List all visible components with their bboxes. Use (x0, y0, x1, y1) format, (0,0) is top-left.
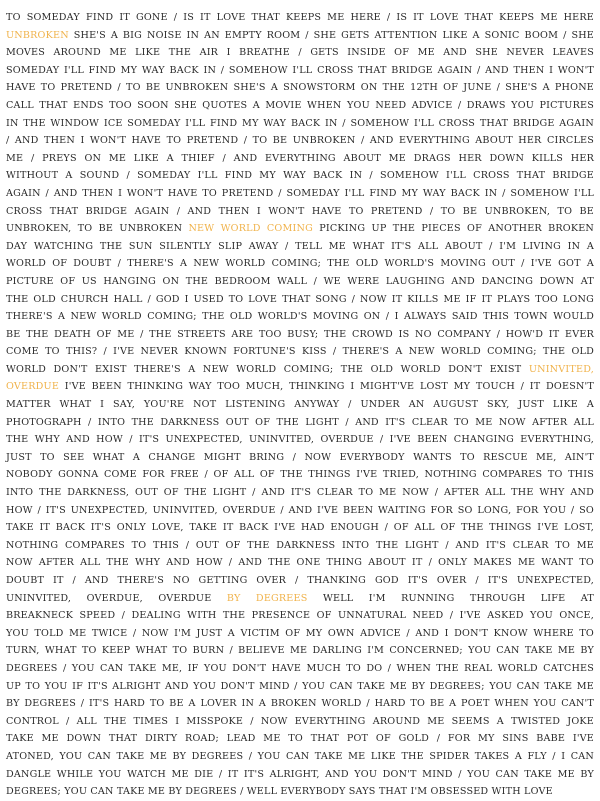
lyric-text: CONTROL / ALL THE TIMES I MISSPOKE / NOW EVERYTHING AROUND ME SEEMS A TWISTED JOKE (6, 715, 594, 727)
lyric-text: AGAIN / AND THEN I WON'T HAVE TO PRETEND / SOMEDAY I'LL FIND MY WAY BACK IN / SOMEHOW I'LL (6, 187, 594, 199)
lyric-line (6, 97, 594, 115)
song-title: OVERDUE (6, 381, 60, 393)
lyric-line (6, 660, 594, 678)
lyric-text: WORLD DON'T EXIST THERE'S A NEW WORLD COMING; THE OLD WORLD DON'T EXIST (6, 363, 529, 375)
lyric-text: WITHOUT A SOUND / SOMEDAY I'LL FIND MY WAY BACK IN / SOMEHOW I'LL CROSS THAT BRIDGE (6, 170, 594, 182)
lyric-line (6, 466, 594, 484)
lyric-line (6, 431, 594, 449)
lyric-text: NOBODY GONNA COME FOR FREE / OF ALL OF THE THINGS I'VE TRIED, NOTHING COMPARES TO THIS (6, 469, 594, 481)
lyric-text: DAY WATCHING THE SUN SILENTLY SLIP AWAY / TELL ME WHAT IT'S ALL ABOUT / I'M LIVING IN A (6, 240, 594, 252)
lyric-text: ME / PREYS ON ME LIKE A THIEF / AND EVERYTHING ABOUT ME DRAGS HER DOWN KILLS HER (6, 152, 594, 164)
lyric-line (6, 291, 594, 309)
lyric-text: TURN, WHAT TO KEEP WHAT TO BURN / BELIEVE ME DARLING I'M CONCERNED; YOU CAN TAKE ME BY (6, 645, 594, 657)
lyric-text: SHE'S A BIG NOISE IN AN EMPTY ROOM / SHE GETS ATTENTION LIKE A SONIC BOOM / SHE (68, 29, 594, 41)
lyric-line (6, 554, 594, 572)
lyric-text: BE THE DEATH OF ME / THE STREETS ARE TOO BUSY; THE CROWD IS NO COMPANY / HOW'D IT EVER (6, 328, 594, 340)
lyric-text: MATTER WHAT I SAY, YOU'RE NOT LISTENING ANYWAY / UNDER AN AUGUST SKY, JUST LIKE A (6, 399, 594, 411)
lyric-line (6, 115, 594, 133)
lyric-text: HOW / IT'S UNEXPECTED, UNINVITED, OVERDUE / AND I'VE BEEN WAITING FOR SO LONG, FOR YOU / SO (6, 504, 594, 516)
lyric-text: THE OLD CHURCH HALL / GOD I USED TO LOVE THAT SONG / NOW IT KILLS ME IF IT PLAYS TOO LONG (6, 293, 594, 305)
lyric-line (6, 783, 594, 801)
lyric-line (6, 713, 594, 731)
lyric-text: TAKE ME DOWN THAT DIRTY ROAD; LEAD ME TO THAT POT OF GOLD / FOR MY SINS BABE I'VE (6, 733, 594, 745)
lyric-text: PICKING UP THE PIECES OF ANOTHER BROKEN (312, 223, 595, 235)
lyric-line (6, 150, 594, 168)
lyric-line (6, 678, 594, 696)
lyric-text: THERE'S A NEW WORLD COMING; THE OLD WORLD'S MOVING ON / I ALWAYS SAID THIS TOWN WOULD (6, 311, 594, 323)
lyric-line (6, 449, 594, 467)
lyric-line (6, 255, 594, 273)
lyric-line (6, 167, 594, 185)
lyric-line (6, 766, 594, 784)
lyric-text: JUST TO SEE WHAT A CHANGE MIGHT BRING / NOW EVERYBODY WANTS TO RESCUE ME, AIN'T (6, 451, 594, 463)
lyric-text: WELL I'M RUNNING THROUGH LIFE AT (307, 592, 595, 604)
song-title: BY DEGREES (226, 592, 308, 604)
lyric-text: DEGREES; YOU CAN TAKE ME BY DEGREES / WELL EVERYBODY SAYS THAT I'M OBSESSED WITH LOVE (6, 786, 553, 798)
lyric-line (6, 502, 594, 520)
song-title: UNBROKEN (6, 29, 69, 41)
lyric-text: ATONED, YOU CAN TAKE ME BY DEGREES / YOU CAN TAKE ME LIKE THE SPIDER TAKES A FLY / I CAN (6, 750, 594, 762)
lyric-text: NOW AFTER ALL THE WHY AND HOW / AND THE ONE THING ABOUT IT / ONLY MAKES ME WANT TO (6, 557, 594, 569)
lyric-text: PHOTOGRAPH / INTO THE DARKNESS OUT OF THE LIGHT / AND IT'S CLEAR TO ME NOW AFTER ALL (6, 416, 594, 428)
lyric-text: COME TO THIS? / I'VE NEVER KNOWN FORTUNE'S KISS / THERE'S A NEW WORLD COMING; THE OLD (6, 346, 594, 358)
lyric-line (6, 308, 594, 326)
lyric-line (6, 519, 594, 537)
lyric-text: IN THE WINDOW ICE SOMEDAY I'LL FIND MY WAY BACK IN / SOMEHOW I'LL CROSS THAT BRIDGE AGAIN (6, 117, 594, 129)
lyric-line (6, 625, 594, 643)
lyric-line (6, 273, 594, 291)
lyric-text: TO SOMEDAY FIND IT GONE / IS IT LOVE THAT KEEPS ME HERE / IS IT LOVE THAT KEEPS ME HERE (6, 12, 594, 23)
lyric-text: THE WHY AND HOW / IT'S UNEXPECTED, UNINVITED, OVERDUE / I'VE BEEN CHANGING EVERYTHING, (6, 434, 594, 446)
lyric-text: / AND THEN I WON'T HAVE TO PRETEND / TO BE UNBROKEN / AND EVERYTHING ABOUT HER CIRCLES (6, 135, 594, 147)
lyric-line (6, 44, 594, 62)
lyric-text: WORLD OF DOUBT / THERE'S A NEW WORLD COMING; THE OLD WORLD'S MOVING OUT / I'VE GOT A (6, 258, 594, 270)
lyric-text: YOU TOLD ME TWICE / NOW I'M JUST A VICTIM OF MY OWN ADVICE / AND I DON'T KNOW WHERE TO (6, 627, 594, 639)
song-title: UNINVITED, (528, 363, 594, 375)
lyric-line (6, 748, 594, 766)
lyric-line (6, 203, 594, 221)
lyric-line (6, 361, 594, 379)
lyric-line (6, 185, 594, 203)
lyric-text: DEGREES / YOU CAN TAKE ME, IF YOU DON'T HAVE MUCH TO DO / WHEN THE REAL WORLD CATCHES (6, 662, 594, 674)
lyrics-text-block (6, 9, 594, 801)
lyric-line (6, 607, 594, 625)
lyric-line (6, 572, 594, 590)
lyric-text: UNBROKEN, TO BE UNBROKEN (6, 223, 189, 235)
lyric-line (6, 537, 594, 555)
lyric-line (6, 414, 594, 432)
lyric-text: SOMEDAY I'LL FIND MY WAY BACK IN / SOMEHOW I'LL CROSS THAT BRIDGE AGAIN / AND THEN I WON'T (6, 64, 594, 76)
lyric-text: CALL THAT ENDS TOO SOON SHE QUOTES A MOVIE WHEN YOU NEED ADVICE / DRAWS YOU PICTURES (6, 99, 594, 111)
lyric-line (6, 590, 594, 608)
lyric-line (6, 378, 594, 396)
song-title: NEW WORLD COMING (188, 223, 313, 235)
lyric-text: NOTHING COMPARES TO THIS / OUT OF THE DARKNESS INTO THE LIGHT / AND IT'S CLEAR TO ME (6, 539, 594, 551)
lyric-line (6, 220, 594, 238)
lyric-text: DOUBT IT / AND THERE'S NO GETTING OVER / THANKING GOD IT'S OVER / IT'S UNEXPECTED, (6, 575, 594, 586)
lyric-line (6, 27, 594, 45)
lyric-text: UP TO YOU IF IT'S ALRIGHT AND YOU DON'T MIND / YOU CAN TAKE ME BY DEGREES; YOU CAN TAKE ME (6, 680, 594, 692)
lyric-line (6, 9, 594, 27)
lyric-line (6, 396, 594, 414)
lyric-text: PICTURE OF US HANGING ON THE BEDROOM WALL / WE WERE LAUGHING AND DANCING DOWN AT (6, 275, 594, 287)
lyric-line (6, 326, 594, 344)
lyric-line (6, 695, 594, 713)
lyric-text: BY DEGREES / IT'S HARD TO BE A LOVER IN A BROKEN WORLD / HARD TO BE A POET WHEN YOU CAN'T (6, 698, 594, 710)
lyric-text: UNINVITED, OVERDUE, OVERDUE (6, 592, 227, 604)
lyric-line (6, 62, 594, 80)
lyric-text: CROSS THAT BRIDGE AGAIN / AND THEN I WON'T HAVE TO PRETEND / TO BE UNBROKEN, TO BE (6, 205, 594, 217)
lyric-line (6, 132, 594, 150)
lyric-text: HAVE TO PRETEND / TO BE UNBROKEN SHE'S A SNOWSTORM ON THE 12TH OF JUNE / SHE'S A PHONE (6, 82, 594, 94)
lyric-text: DANGLE WHILE YOU WATCH ME DIE / IT IT'S ALRIGHT, AND YOU DON'T MIND / YOU CAN TAKE ME BY (6, 768, 594, 780)
lyric-line (6, 238, 594, 256)
lyric-text: I'VE BEEN THINKING WAY TOO MUCH, THINKING I MIGHT'VE LOST MY TOUCH / IT DOESN'T (59, 381, 594, 393)
lyric-line (6, 730, 594, 748)
lyric-line (6, 484, 594, 502)
lyric-text: TAKE IT BACK IT'S ONLY LOVE, TAKE IT BACK I'VE HAD ENOUGH / OF ALL OF THE THINGS I'VE LOST, (6, 522, 594, 534)
lyric-line (6, 343, 594, 361)
lyric-line (6, 642, 594, 660)
lyric-text: MOVES AROUND ME LIKE THE AIR I BREATHE / GETS INSIDE OF ME AND SHE NEVER LEAVES (6, 47, 594, 59)
lyric-text: INTO THE DARKNESS, OUT OF THE LIGHT / AND IT'S CLEAR TO ME NOW / AFTER ALL THE WHY AND (6, 487, 594, 499)
lyric-text: BREAKNECK SPEED / DEALING WITH THE PRESENCE OF UNNATURAL NEED / I'VE ASKED YOU ONCE, (6, 610, 594, 622)
lyric-line (6, 79, 594, 97)
